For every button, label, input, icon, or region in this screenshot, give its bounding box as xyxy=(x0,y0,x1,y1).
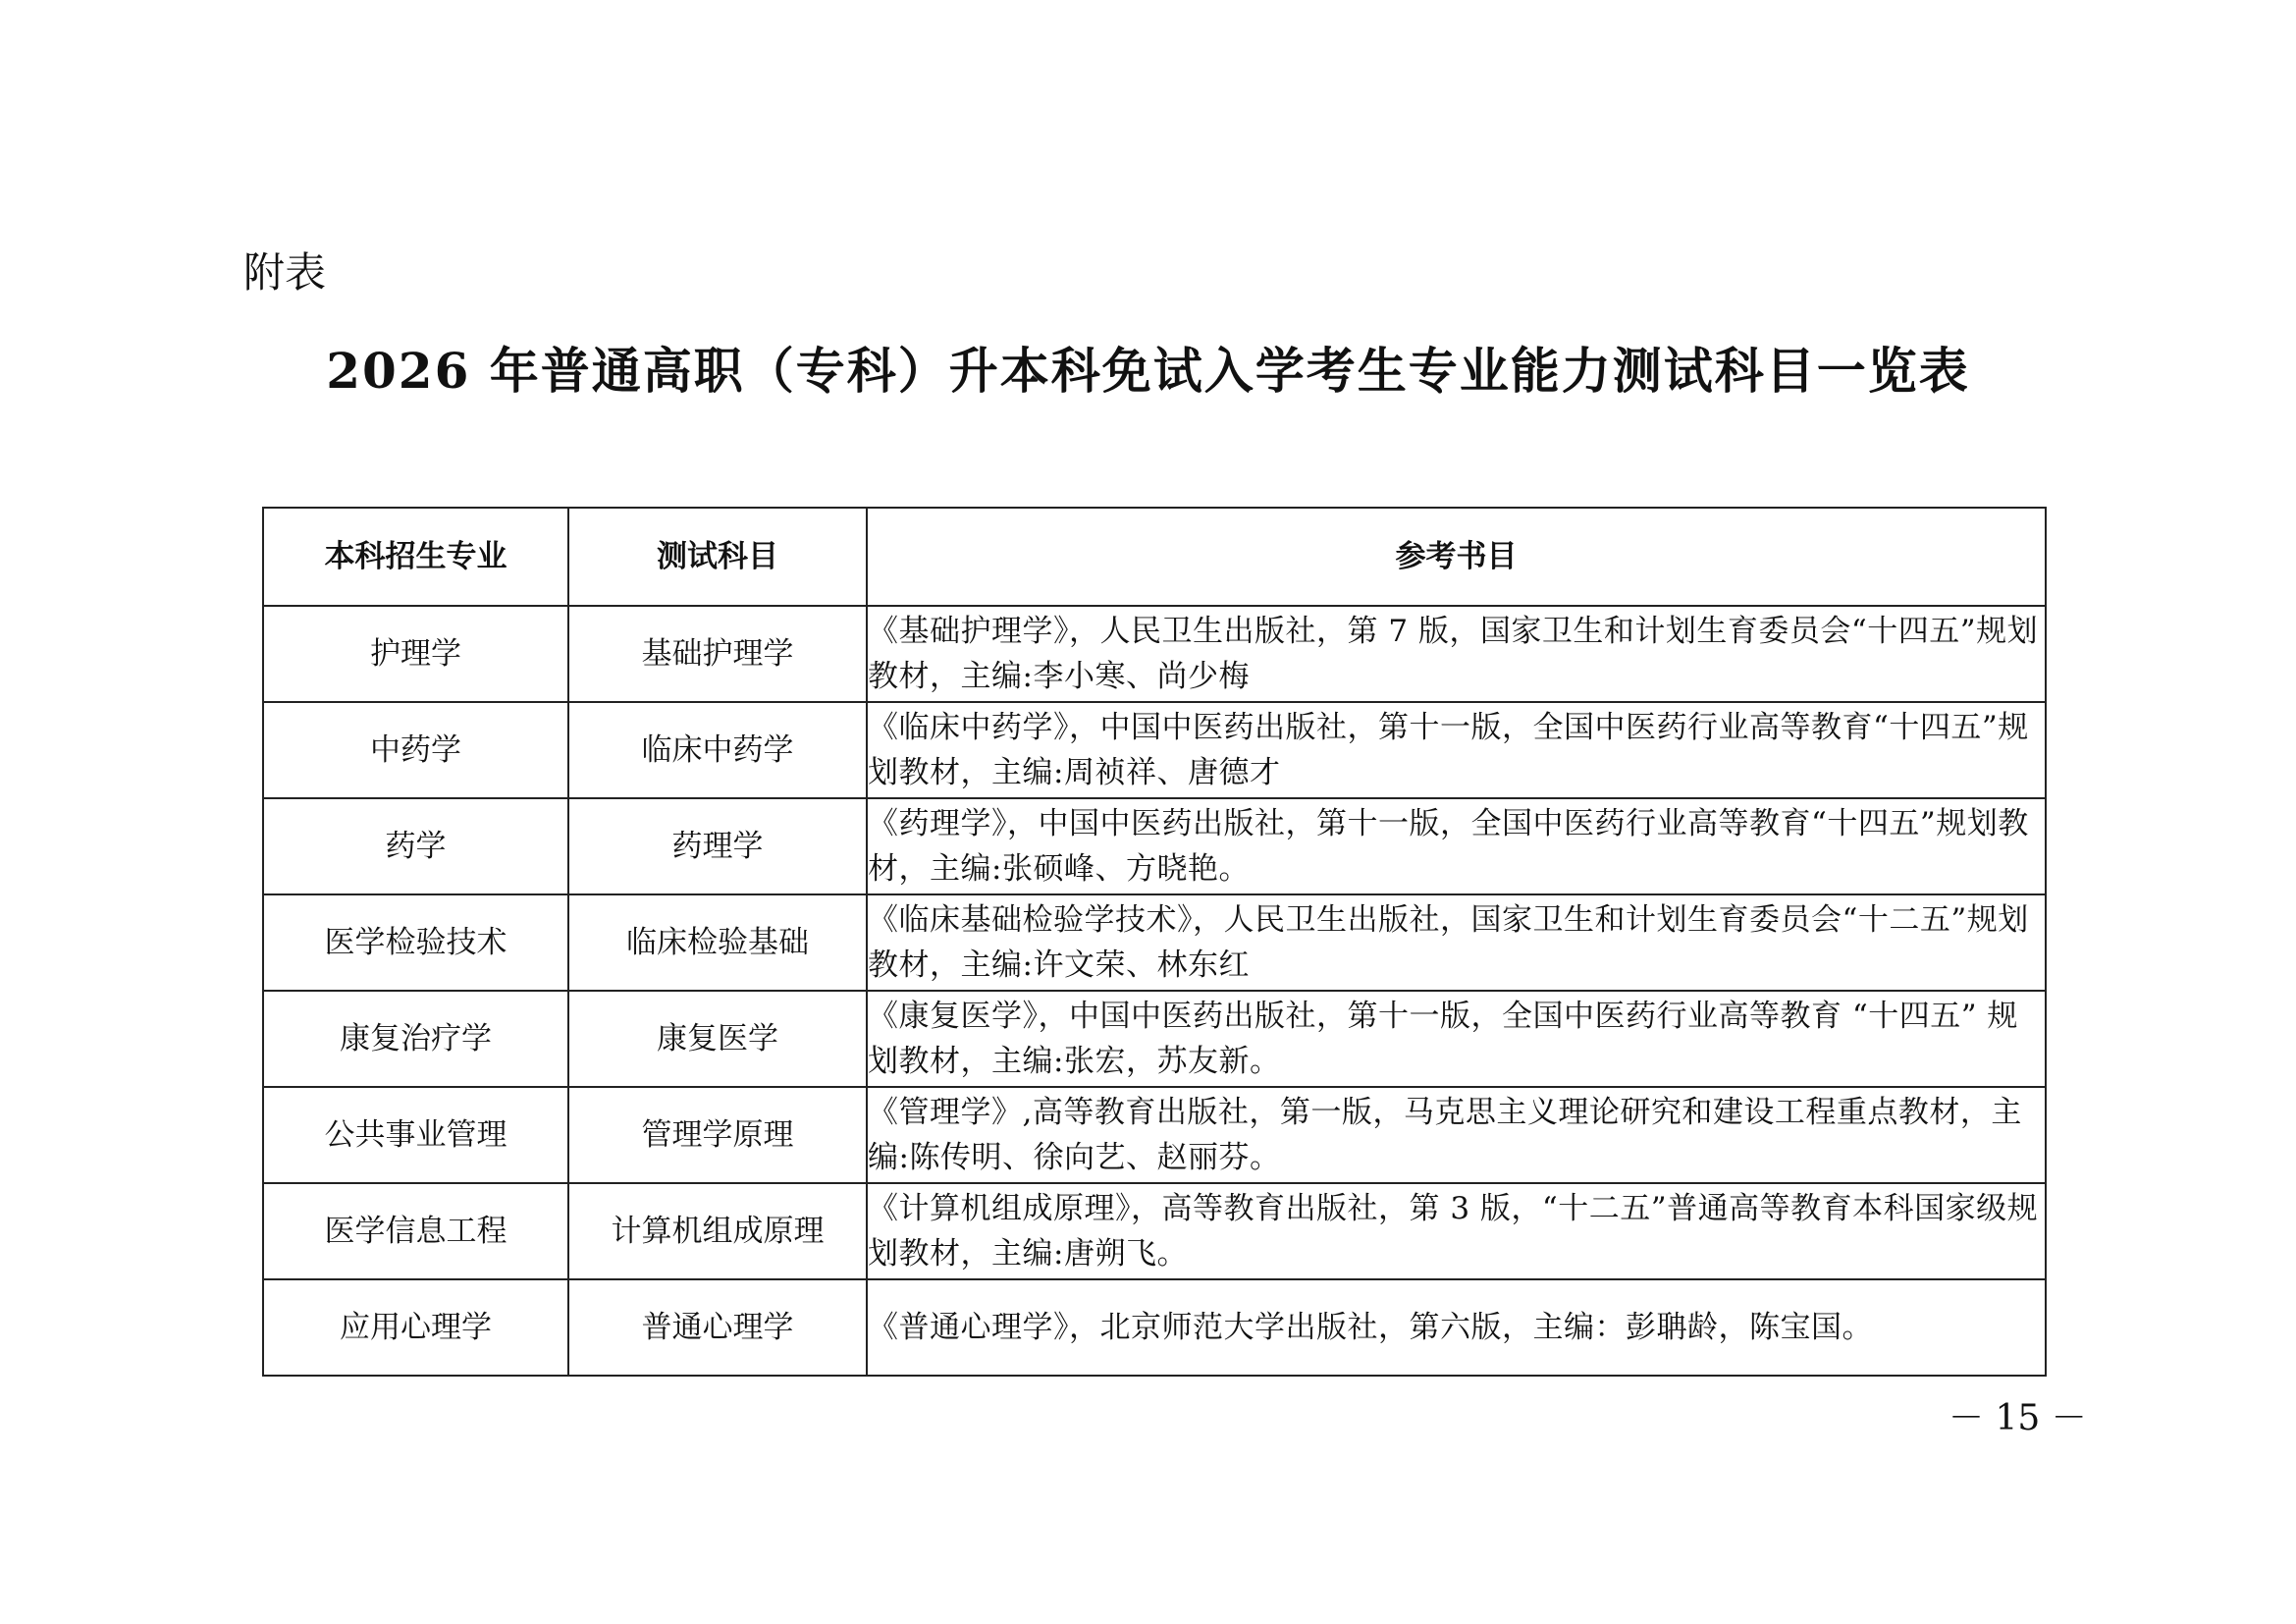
cell-subject: 管理学原理 xyxy=(568,1087,867,1183)
cell-major: 中药学 xyxy=(263,702,568,798)
table-row xyxy=(263,798,2046,894)
cell-reference: 《基础护理学》，人民卫生出版社，第 7 版，国家卫生和计划生育委员会“十四五”规划教材，主编:李小寒、尚少梅 xyxy=(867,606,2046,702)
cell-major: 医学信息工程 xyxy=(263,1183,568,1279)
cell-subject: 普通心理学 xyxy=(568,1279,867,1376)
table-header xyxy=(263,508,2046,606)
cell-major: 公共事业管理 xyxy=(263,1087,568,1183)
table-row xyxy=(263,894,2046,991)
cell-subject: 临床中药学 xyxy=(568,702,867,798)
annex-label: 附表 xyxy=(243,248,327,297)
cell-major: 医学检验技术 xyxy=(263,894,568,991)
cell-subject: 药理学 xyxy=(568,798,867,894)
cell-subject: 基础护理学 xyxy=(568,606,867,702)
header-reference: 参考书目 xyxy=(867,508,2046,606)
cell-major: 应用心理学 xyxy=(263,1279,568,1376)
cell-major: 药学 xyxy=(263,798,568,894)
cell-reference: 《临床基础检验学技术》，人民卫生出版社，国家卫生和计划生育委员会“十二五”规划教材，主编:许文荣、林东红 xyxy=(867,894,2046,991)
header-major: 本科招生专业 xyxy=(263,508,568,606)
cell-reference: 《普通心理学》，北京师范大学出版社，第六版，主编：彭聃龄，陈宝国。 xyxy=(867,1279,2046,1376)
cell-major: 护理学 xyxy=(263,606,568,702)
page-number: － 15 － xyxy=(1949,1398,2087,1438)
cell-reference: 《计算机组成原理》，高等教育出版社，第 3 版，“十二五”普通高等教育本科国家级规划教材，主编:唐朔飞。 xyxy=(867,1183,2046,1279)
cell-reference: 《临床中药学》，中国中医药出版社，第十一版，全国中医药行业高等教育“十四五”规划教材，主编:周祯祥、唐德才 xyxy=(867,702,2046,798)
header-subject: 测试科目 xyxy=(568,508,867,606)
table-row xyxy=(263,991,2046,1087)
table-row xyxy=(263,702,2046,798)
table-row xyxy=(263,1279,2046,1376)
document-title: 2026 年普通高职（专科）升本科免试入学考生专业能力测试科目一览表 xyxy=(326,342,1970,400)
table-body xyxy=(263,606,2046,1376)
subject-table xyxy=(262,507,2047,1377)
table-row xyxy=(263,1183,2046,1279)
header-row xyxy=(263,508,2046,606)
table-row xyxy=(263,1087,2046,1183)
cell-subject: 临床检验基础 xyxy=(568,894,867,991)
cell-major: 康复治疗学 xyxy=(263,991,568,1087)
cell-subject: 计算机组成原理 xyxy=(568,1183,867,1279)
cell-reference: 《药理学》，中国中医药出版社，第十一版，全国中医药行业高等教育“十四五”规划教材，主编:张硕峰、方晓艳。 xyxy=(867,798,2046,894)
cell-reference: 《康复医学》，中国中医药出版社，第十一版，全国中医药行业高等教育 “十四五” 规划教材，主编:张宏，苏友新。 xyxy=(867,991,2046,1087)
table-row xyxy=(263,606,2046,702)
cell-subject: 康复医学 xyxy=(568,991,867,1087)
cell-reference: 《管理学》,高等教育出版社，第一版，马克思主义理论研究和建设工程重点教材，主编:陈传明、徐向艺、赵丽芬。 xyxy=(867,1087,2046,1183)
